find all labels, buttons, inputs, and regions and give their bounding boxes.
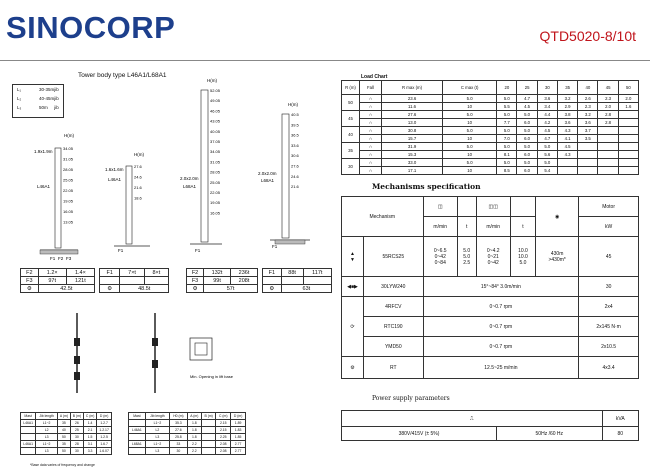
hook-1-icon: ◫: [423, 197, 457, 217]
table-row: L3 50 30 1.5 1.2.5: [21, 434, 112, 441]
mech-title: Mechanisms specification: [372, 182, 481, 191]
mast-height-label: 52.05: [210, 88, 221, 93]
hook-icon: ∩: [360, 111, 382, 119]
mast-height-label: 28.05: [63, 167, 74, 172]
mast-height-label: 16.05: [210, 210, 221, 216]
hook-icon: ∩: [360, 135, 382, 143]
mast-height-label: 39.5: [291, 122, 299, 128]
table-row: L2 40 25 2.1 1.2.17: [21, 427, 112, 434]
table-row: L46A1 L2 27.6 1.8 2.15 1.83: [129, 427, 246, 434]
mast-3-base: L68A1: [183, 184, 197, 189]
foot-label: F2: [58, 256, 64, 261]
hook-icon: ∩: [360, 167, 382, 175]
mast-2: [105, 152, 150, 246]
load-chart-row: 30 ∩ 33.0 5.0 5.0 5.0 5.0: [342, 159, 639, 167]
mast-height-label: 46.05: [210, 108, 221, 114]
mast-height-label: 19.05: [210, 200, 221, 206]
mast-2-side: 1.6x1.6m: [105, 167, 124, 172]
mast-height-label: 21.6: [134, 185, 142, 190]
hook-icon: ∩: [360, 151, 382, 159]
table-row: L1~2 35.3 1.8 2.15 1.89: [129, 420, 246, 427]
trolley-icon: ◀■▶: [342, 277, 364, 297]
mast-height-label: 31.05: [210, 159, 221, 165]
mast-1-side: 1.9x1.9m: [34, 149, 53, 154]
mast-height-label: 19.05: [63, 198, 74, 204]
hoist-icon: ▲ ▼: [342, 237, 364, 277]
table-row: L68A1 L1~2 33 2.2 2.08 2.77: [129, 441, 246, 448]
mast-1-base: L46A1: [37, 184, 51, 189]
mast-height-label: 22.05: [63, 188, 74, 193]
mast-1: [34, 133, 78, 254]
mast-height-label: 30.6: [291, 153, 299, 159]
hook-2-icon: ◫◫: [476, 197, 510, 217]
load-chart-row: 50 ∩ 23.6 5.0 5.0 4.7 3.6 3.2 2.6 2.3 2.0: [342, 95, 639, 103]
mast-height-label: 40.05: [210, 128, 221, 134]
header-divider: [0, 60, 650, 61]
tower-body-title: Tower body type L46A1/L68A1: [78, 72, 167, 79]
mast-height-label: 33.6: [291, 142, 299, 148]
mast-height-label: 24.6: [134, 174, 142, 180]
mast-height-label: 27.6: [291, 163, 299, 169]
drum-icon: ◉: [536, 197, 579, 237]
legend-row: L₁ 30-35m jib: [17, 87, 59, 92]
hook-icon: ∩: [360, 95, 382, 103]
load-chart-row: 35 ∩ 31.9 5.0 5.0 5.0 5.0 4.5: [342, 143, 639, 151]
mast-height-label: 36.5: [291, 132, 299, 138]
hook-icon: ∩: [360, 103, 382, 111]
hook-icon: ∩: [360, 143, 382, 151]
mast-4-side: 2.0x2.0m: [258, 171, 277, 176]
foot-label: F3: [66, 256, 72, 261]
mast-height-label: 25.05: [63, 177, 74, 183]
mast-4-base: L68A1: [261, 178, 275, 183]
mast-height-label: 22.05: [210, 190, 221, 195]
legend-row: L₃ 50m jib: [17, 105, 59, 110]
hook-icon: ∩: [360, 119, 382, 127]
foot-label: F1: [272, 244, 278, 249]
table-row: L3 50 30 3.3 1.6.07: [21, 448, 112, 455]
mast-2-title: H(m): [134, 152, 144, 157]
dimension-table-2: Mast Jib length H0 (m) A (m) B (m) C (m) D (m) L1~2 35.3 1.8 2.15 1.89 L46A1 L2 27.6 1.8 2.15 1.83 L3 25.8 1.8 2.25 1.85 L68A1 L1~2 33 2.2 2.08 2.77 L3 30 2.2 2.08 2.77: [128, 412, 246, 455]
mast-height-label: 43.05: [210, 118, 221, 124]
mast-height-label: 18.6: [134, 195, 142, 201]
base-table-4: F1 88t 117t ⚙ 63t: [262, 268, 332, 293]
mast-height-label: 13.05: [63, 219, 74, 225]
mast-height-label: 25.05: [210, 179, 221, 185]
opening-label: Min. Opening in lift base: [190, 374, 233, 379]
mast-height-label: 37.05: [210, 139, 221, 144]
base-table-1: F2 1.2× 1.4× F3 97t 121t ⚙ 42.5t: [20, 268, 95, 293]
foot-label: F1: [118, 248, 124, 253]
mast-3-title: H(m): [207, 78, 217, 83]
mast-height-label: 34.05: [63, 146, 74, 151]
mast-height-label: 21.6: [291, 184, 299, 190]
load-chart-row: ∩ 15.7 10 7.0 6.0 4.7 4.1 3.5: [342, 135, 639, 143]
power-table: ⎍ kVA 380V/415V (± 5%) 50Hz /60 Hz 80: [341, 410, 639, 441]
mast-1-title: H(m): [64, 133, 74, 138]
table-row: L3 30 2.2 2.08 2.77: [129, 448, 246, 455]
mast-height-label: 34.05: [210, 149, 221, 155]
mast-height-label: 24.6: [291, 173, 299, 179]
sinocorp-logo: SINOCORP: [6, 10, 176, 45]
mast-2-base: L46A1: [108, 177, 122, 182]
plug-icon: ⎍: [342, 411, 603, 427]
gear-icon: ⚙: [187, 285, 204, 293]
table-row: L46A1 L1~2 35 26 1.4 1.2.7: [21, 420, 112, 427]
legend-row: L₂ 40-45m jib: [17, 96, 59, 101]
mast-height-label: 16.05: [63, 209, 74, 214]
load-chart-row: ∩ 13.0 10 7.7 6.0 4.2 3.6 3.6 2.8: [342, 119, 639, 127]
mast-height-label: 27.6: [134, 164, 142, 169]
load-chart-title: Load Chart: [361, 74, 388, 80]
mast-4-title: H(m): [288, 102, 298, 107]
mechanism-table: Mechanism ◫ ◫◫ ◉ Motor m/min t m/min t kW ▲ ▼ 55RCS25 0~6.5 0~42 0~84 5.0 5.0 2.5 0~4.2 0~21 0~42 10.0 10.0 5.0 430m >430m* 45 ◀■▶ 30LYW240 15°~84° 3.0m/min 30 ⟳ 4RFCV 0~0.7 rpm 2x4 RTC190 0~0.7 rpm 2x145 N·m YMD50 0~0.7 rpm 2x10.5 ⚙ RT 12.5~25 m/min 4x3.4: [341, 196, 639, 379]
model-number: QTD5020-8/10t: [539, 28, 636, 44]
slewing-icon: ⟳: [342, 297, 364, 357]
table-row: L46A1 L1~2 35 28 3.1 1.6.7: [21, 441, 112, 448]
base-table-2: F1 7×t 8×t ⚙ 48.5t: [99, 268, 169, 293]
gear-icon: ⚙: [100, 285, 120, 293]
foot-label: F1: [195, 248, 201, 253]
mast-height-label: 40.5: [291, 112, 299, 117]
load-chart-row: ∩ 17.1 10 8.5 6.0 5.4: [342, 167, 639, 175]
load-chart-row: 45 ∩ 27.6 5.0 5.0 5.0 4.4 3.8 3.2 2.8: [342, 111, 639, 119]
hook-icon: ∩: [360, 127, 382, 135]
mast-height-label: 31.05: [63, 156, 74, 162]
power-title: Power supply parameters: [372, 395, 450, 402]
dimension-table-1: Mast Jib length A (m) B (m) C (m) D (m) L46A1 L1~2 35 26 1.4 1.2.7 L2 40 25 2.1 1.2.17 L3 50 30 1.5 1.2.5 L46A1 L1~2 35 28 3.1 1.6.7 L3 50 30 3.3 1.6.07: [20, 412, 112, 455]
footnote: *Base data varies of frequency and change: [30, 463, 95, 467]
load-chart-table: R (m) Fall R max (m) C max (t) 20 25 30 35 40 45 50 50 ∩ 23.6 5.0 5.0 4.7 3.6 3.2 2.6 2.3 2.0 ∩ 11.6 10 5.5 4.5 3.4 2.9 2.3 2.0 1.6 45 ∩ 27.6 5.0 5.0 5.0 4.4 3.8 3.2 2.8 ∩ 13.0 10 7.7 6.0 4.2 3.6 3.6 2.8 40 ∩ 30.8 5.0 5.0 5.0 4.5 4.3 3.7 ∩ 15.7 10 7.0 6.0 4.7 4.1 3.5 35 ∩ 31.9 5.0 5.0 5.0 5.0 4.5 ∩ 15.3 10 8.1 6.0 5.6 4.3 30 ∩ 33.0 5.0 5.0 5.0 5.0 ∩ 17.1 10 8.5 6.0 5.4: [341, 80, 639, 175]
mast-4: [258, 102, 310, 244]
load-chart-row: 40 ∩ 30.8 5.0 5.0 5.0 4.5 4.3 3.7: [342, 127, 639, 135]
mast-3-side: 2.0x2.0m: [180, 176, 199, 181]
load-chart-row: ∩ 15.3 10 8.1 6.0 5.6 4.3: [342, 151, 639, 159]
gear-icon: ⚙: [21, 285, 39, 293]
mast-height-label: 28.05: [210, 169, 221, 175]
mast-detail-drawing: [40, 308, 240, 403]
base-table-3: F2 132t 236t F3 99t 208t ⚙ 57t: [186, 268, 258, 293]
hook-icon: ∩: [360, 159, 382, 167]
table-row: L3 25.8 1.8 2.25 1.85: [129, 434, 246, 441]
foot-label: F1: [50, 256, 56, 261]
mast-height-label: 49.05: [210, 98, 221, 104]
travel-icon: ⚙: [342, 357, 364, 379]
load-chart-row: ∩ 11.6 10 5.5 4.5 3.4 2.9 2.3 2.0 1.6: [342, 103, 639, 111]
gear-icon: ⚙: [263, 285, 282, 293]
